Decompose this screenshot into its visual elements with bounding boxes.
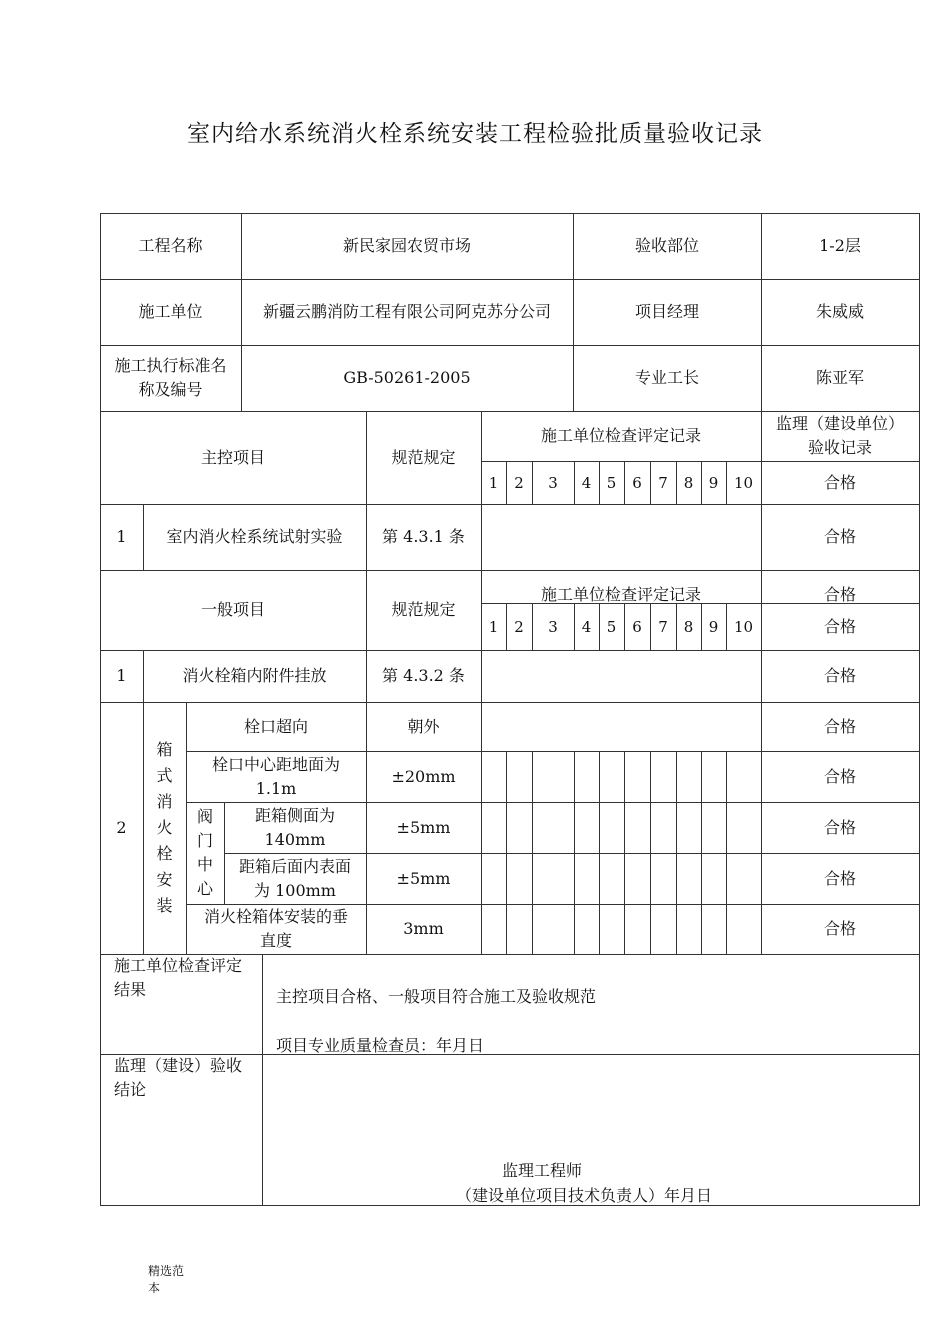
supervision-record-line2: 验收记录 [807, 438, 872, 457]
group-char: 式 [156, 766, 173, 785]
group-char: 栓 [156, 844, 173, 863]
supervision-label-line1: 监理（建设）验收 [114, 1056, 243, 1075]
general-item-2-no: 2 [116, 818, 127, 837]
supervision-record-line1: 监理（建设单位） [775, 414, 904, 433]
supervision-engineer: 监理工程师 [502, 1161, 583, 1180]
side-distance-result: 合格 [823, 817, 856, 837]
general-item-1-spec: 第 4.3.2 条 [382, 666, 465, 685]
group-char: 安 [156, 870, 173, 889]
outlet-direction-name: 栓口超向 [243, 716, 308, 736]
main-col-4: 4 [581, 473, 592, 492]
outlet-height-name [186, 751, 366, 802]
construction-unit-label: 施工单位 [138, 302, 203, 321]
general-spec-label: 规范规定 [391, 600, 456, 619]
document-title: 室内给水系统消火栓系统安装工程检验批质量验收记录 [187, 121, 763, 147]
back-distance-result: 合格 [823, 868, 856, 888]
verticality-name [186, 904, 366, 954]
main-col-6: 6 [632, 473, 642, 492]
back-distance-spec: ±5mm [396, 868, 451, 888]
main-col-7: 7 [658, 473, 668, 492]
main-item-1-no: 1 [116, 527, 127, 546]
verticality-result: 合格 [823, 919, 856, 938]
main-col-10: 10 [733, 473, 754, 492]
standard-label-line1: 施工执行标准名 [114, 356, 227, 375]
foreman-label: 专业工长 [634, 368, 699, 387]
supervision-record-label [761, 411, 919, 461]
main-col-1: 1 [488, 473, 499, 492]
general-item-1-result: 合格 [823, 666, 856, 685]
verticality-line2: 直度 [259, 931, 292, 950]
verticality-spec: 3mm [403, 919, 444, 938]
foreman-value: 陈亚军 [815, 368, 864, 387]
general-item-1-no: 1 [116, 666, 127, 685]
main-col-3: 3 [548, 473, 558, 492]
group-char: 消 [156, 792, 173, 811]
general-col-7: 7 [658, 617, 668, 636]
group-char: 火 [156, 818, 173, 837]
project-name-label: 工程名称 [138, 236, 203, 255]
general-col-10: 10 [733, 617, 754, 636]
construction-unit-value: 新疆云鹏消防工程有限公司阿克苏分公司 [262, 302, 551, 321]
main-header-result: 合格 [823, 472, 856, 492]
general-col-2: 2 [514, 617, 524, 636]
general-header-result-2: 合格 [823, 616, 856, 636]
general-item-1-name: 消火栓箱内附件挂放 [182, 666, 327, 685]
general-col-8: 8 [683, 617, 694, 636]
valve-char: 心 [196, 879, 213, 898]
box-hydrant-install-label [143, 702, 186, 954]
evaluation-label [114, 954, 262, 1054]
main-record-label: 施工单位检查评定记录 [540, 426, 701, 445]
general-header-result-1: 合格 [823, 584, 856, 604]
side-distance-line1: 距箱侧面为 [254, 805, 335, 825]
footer-line1: 精选范 [148, 1264, 185, 1278]
valve-center-label [186, 802, 224, 904]
side-distance-line2: 140mm [264, 829, 326, 849]
back-distance-name [224, 853, 366, 904]
supervision-owner: （建设单位项目技术负责人）年月日 [456, 1186, 713, 1205]
back-distance-line2: 为 100mm [254, 880, 336, 900]
general-record-label: 施工单位检查评定记录 [540, 584, 701, 604]
valve-char: 门 [196, 831, 213, 850]
outlet-height-line2: 1.1m [255, 778, 297, 798]
back-distance-line1: 距箱后面内表面 [238, 856, 351, 876]
general-col-3: 3 [548, 617, 558, 636]
main-spec-label: 规范规定 [391, 447, 456, 467]
supervision-label-line2: 结论 [114, 1080, 147, 1099]
footer-note [148, 1263, 184, 1297]
outlet-height-spec: ±20mm [391, 766, 456, 786]
main-col-5: 5 [606, 473, 617, 492]
group-char: 箱 [156, 740, 173, 759]
evaluation-label-line2: 结果 [114, 980, 147, 999]
main-col-2: 2 [514, 473, 524, 492]
acceptance-part-label: 验收部位 [634, 236, 699, 255]
valve-char: 阀 [196, 807, 213, 826]
general-col-5: 5 [606, 617, 617, 636]
side-distance-name [224, 802, 366, 853]
outlet-direction-spec: 朝外 [407, 716, 440, 736]
general-col-1: 1 [488, 617, 499, 636]
standard-label [100, 345, 241, 411]
supervision-label [114, 1054, 262, 1205]
evaluation-inspector: 项目专业质量检查员：年月日 [276, 1036, 485, 1055]
project-name-value: 新民家园农贸市场 [342, 236, 471, 255]
standard-label-line2: 称及编号 [138, 380, 203, 399]
general-col-4: 4 [581, 617, 592, 636]
outlet-direction-result: 合格 [823, 716, 856, 736]
valve-char: 中 [196, 855, 213, 874]
general-col-9: 9 [708, 617, 719, 636]
main-item-1-spec: 第 4.3.1 条 [382, 527, 465, 546]
acceptance-part-value: 1-2层 [819, 236, 861, 255]
main-col-8: 8 [683, 473, 694, 492]
verticality-line1: 消火栓箱体安装的垂 [203, 907, 348, 926]
evaluation-text: 主控项目合格、一般项目符合施工及验收规范 [276, 987, 597, 1006]
general-label: 一般项目 [200, 600, 265, 619]
outlet-height-result: 合格 [823, 766, 856, 786]
project-manager-value: 朱威威 [815, 302, 864, 321]
main-item-1-name: 室内消火栓系统试射实验 [166, 527, 343, 546]
standard-value: GB-50261-2005 [343, 368, 471, 387]
main-item-1-result: 合格 [823, 527, 856, 546]
outlet-height-line1: 栓口中心距地面为 [211, 754, 340, 774]
group-char: 装 [156, 896, 173, 915]
general-col-6: 6 [632, 617, 642, 636]
main-control-label: 主控项目 [200, 447, 265, 467]
main-col-9: 9 [708, 473, 719, 492]
evaluation-label-line1: 施工单位检查评定 [114, 956, 243, 975]
project-manager-label: 项目经理 [634, 302, 699, 321]
footer-line2: 本 [148, 1281, 161, 1295]
side-distance-spec: ±5mm [396, 817, 451, 837]
